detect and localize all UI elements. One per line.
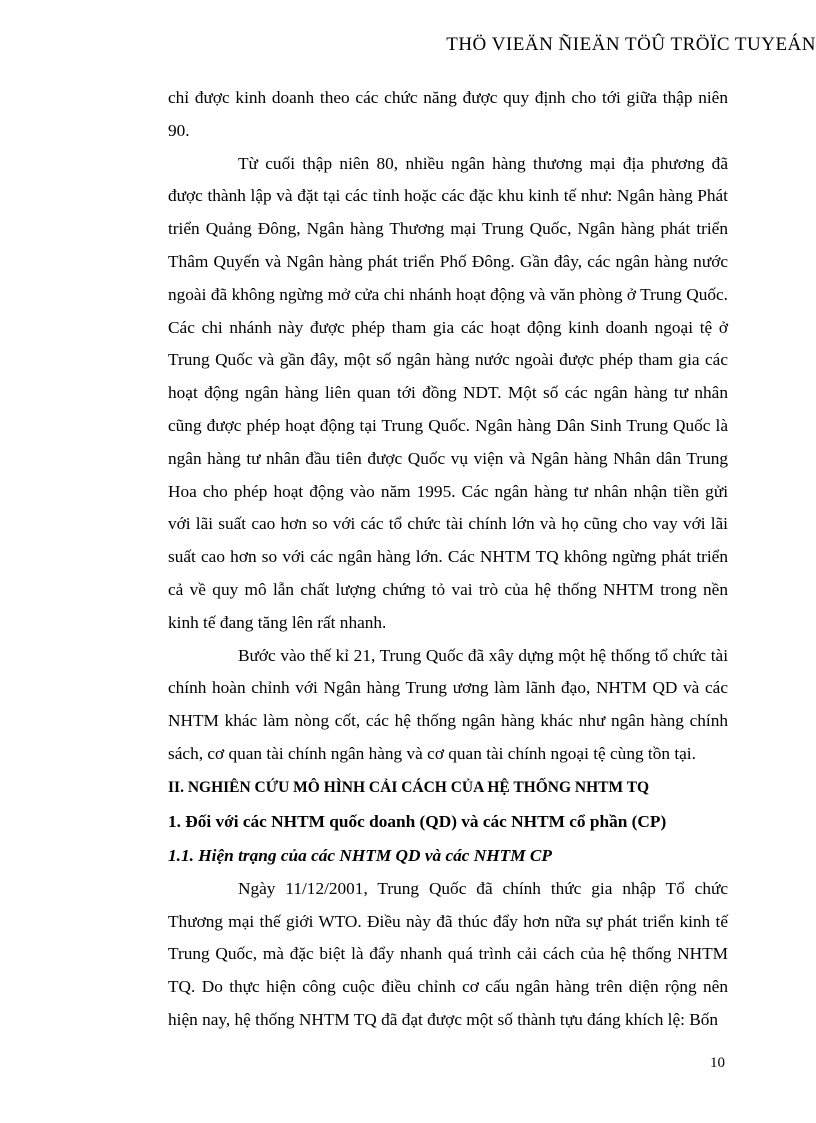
subsubsection-heading: 1.1. Hiện trạng của các NHTM QD và các NHTM CP	[168, 845, 552, 865]
paragraph-local-banks: Từ cuối thập niên 80, nhiều ngân hàng thương mại địa phương đã được thành lập và đặt tại các tỉnh hoặc các đặc khu kinh tế như: Ngân hàng Phát triển Quảng Đông, Ngân hàng Thương mại Trung Quốc, Ngân hàng phát triển Thâm Quyến và Ngân hàng phát triển Phố Đông. Gần đây, các ngân hàng nước ngoài đã không ngừng mở cửa chi nhánh hoạt động và văn phòng ở Trung Quốc. Các chi nhánh này được phép tham gia các hoạt động kinh doanh ngoại tệ ở Trung Quốc và gần đây, một số ngân hàng nước ngoài được phép tham gia các hoạt động ngân hàng liên quan tới đồng NDT. Một số các ngân hàng tư nhân cũng được phép hoạt động tại Trung Quốc. Ngân hàng Dân Sinh Trung Quốc là ngân hàng tư nhân đầu tiên được Quốc vụ viện và Ngân hàng Nhân dân Trung Hoa cho phép hoạt động vào năm 1995. Các ngân hàng tư nhân nhận tiền gửi với lãi suất cao hơn so với các tổ chức tài chính lớn và họ cũng cho vay với lãi suất cao hơn so với các ngân hàng lớn. Các NHTM TQ không ngừng phát triển cả về quy mô lẫn chất lượng chứng tỏ vai trò của hệ thống NHTM trong nền kinh tế đang tăng lên rất nhanh.	[168, 153, 728, 632]
paragraph-continuation: chỉ được kinh doanh theo các chức năng được quy định cho tới giữa thập niên 90.	[168, 88, 728, 140]
subsection-heading: 1. Đối với các NHTM quốc doanh (QD) và các NHTM cổ phần (CP)	[168, 811, 667, 831]
section-heading: II. NGHIÊN CỨU MÔ HÌNH CẢI CÁCH CỦA HỆ THỐNG NHTM TQ	[168, 778, 650, 796]
page-header: THÖ VIEÄN ÑIEÄN TÖÛ TRÖÏC TUYEÁN	[446, 34, 816, 55]
document-body	[168, 82, 728, 1037]
paragraph-wto: Ngày 11/12/2001, Trung Quốc đã chính thức gia nhập Tổ chức Thương mại thế giới WTO. Điều này đã thúc đẩy hơn nữa sự phát triển kinh tế Trung Quốc, mà đặc biệt là đẩy nhanh quá trình cải cách của hệ thống NHTM TQ. Do thực hiện công cuộc điều chỉnh cơ cấu ngân hàng trên diện rộng nên hiện nay, hệ thống NHTM TQ đã đạt được một số thành tựu đáng khích lệ: Bốn	[168, 878, 728, 1029]
paragraph-21st-century: Bước vào thế kỉ 21, Trung Quốc đã xây dựng một hệ thống tổ chức tài chính hoàn chỉnh với Ngân hàng Trung ương làm lãnh đạo, NHTM QD và các NHTM khác làm nòng cốt, các hệ thống ngân hàng khác như ngân hàng chính sách, cơ quan tài chính ngân hàng và cơ quan tài chính ngoại tệ cùng tồn tại.	[168, 645, 728, 763]
page-number: 10	[710, 1055, 725, 1071]
